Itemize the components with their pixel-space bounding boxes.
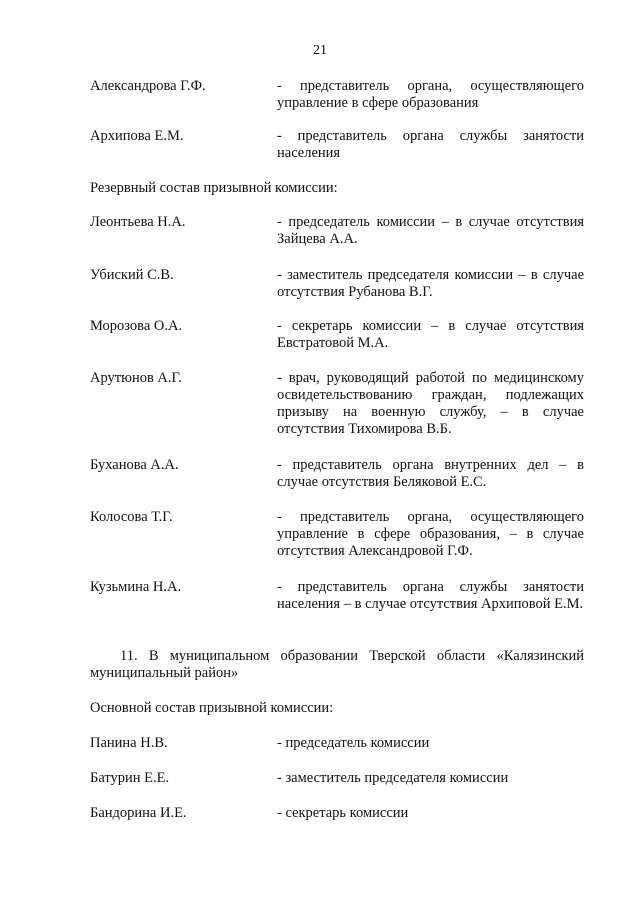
member-role: - представитель органа службы занятости населения xyxy=(277,128,584,161)
member-name: Батурин Е.Е. xyxy=(90,770,170,786)
member-name: Колосова Т.Г. xyxy=(90,509,173,525)
member-role: - председатель комиссии xyxy=(277,735,430,751)
main-composition-heading: Основной состав призывной комиссии: xyxy=(90,700,334,716)
member-role: - заместитель председателя комиссии xyxy=(277,770,509,786)
member-role: - заместитель председателя комиссии – в случае отсутствия Рубанова В.Г. xyxy=(277,267,584,300)
section-11-paragraph: 11. В муниципальном образовании Тверской области «Калязинский муниципальный район» xyxy=(90,648,584,681)
member-role: - представитель органа, осуществляющего управление в сфере образования xyxy=(277,78,584,111)
member-name: Буханова А.А. xyxy=(90,457,179,473)
member-name: Леонтьева Н.А. xyxy=(90,214,186,230)
member-name: Морозова О.А. xyxy=(90,318,183,334)
reserve-heading: Резервный состав призывной комиссии: xyxy=(90,180,338,196)
member-role: - представитель органа, осуществляющего управление в сфере образования, – в случае отсутствия Александровой Г.Ф. xyxy=(277,509,584,559)
member-name: Кузьмина Н.А. xyxy=(90,579,182,595)
page-number: 21 xyxy=(313,43,327,58)
member-role: - секретарь комиссии – в случае отсутствия Евстратовой М.А. xyxy=(277,318,584,351)
member-role: - представитель органа службы занятости населения – в случае отсутствия Архиповой Е.М. xyxy=(277,579,584,612)
member-role: - председатель комиссии – в случае отсутствия Зайцева А.А. xyxy=(277,214,584,247)
member-role: - секретарь комиссии xyxy=(277,805,409,821)
member-name: Бандорина И.Е. xyxy=(90,805,187,821)
member-name: Панина Н.В. xyxy=(90,735,168,751)
member-role: - врач, руководящий работой по медицинскому освидетельствованию граждан, подлежащих призыву на военную службу, – в случае отсутствия Тихомирова В.Б. xyxy=(277,370,584,437)
member-name: Арутюнов А.Г. xyxy=(90,370,182,386)
member-name: Убиский С.В. xyxy=(90,267,174,283)
member-role: - представитель органа внутренних дел – в случае отсутствия Беляковой Е.С. xyxy=(277,457,584,490)
member-name: Александрова Г.Ф. xyxy=(90,78,206,94)
member-name: Архипова Е.М. xyxy=(90,128,184,144)
